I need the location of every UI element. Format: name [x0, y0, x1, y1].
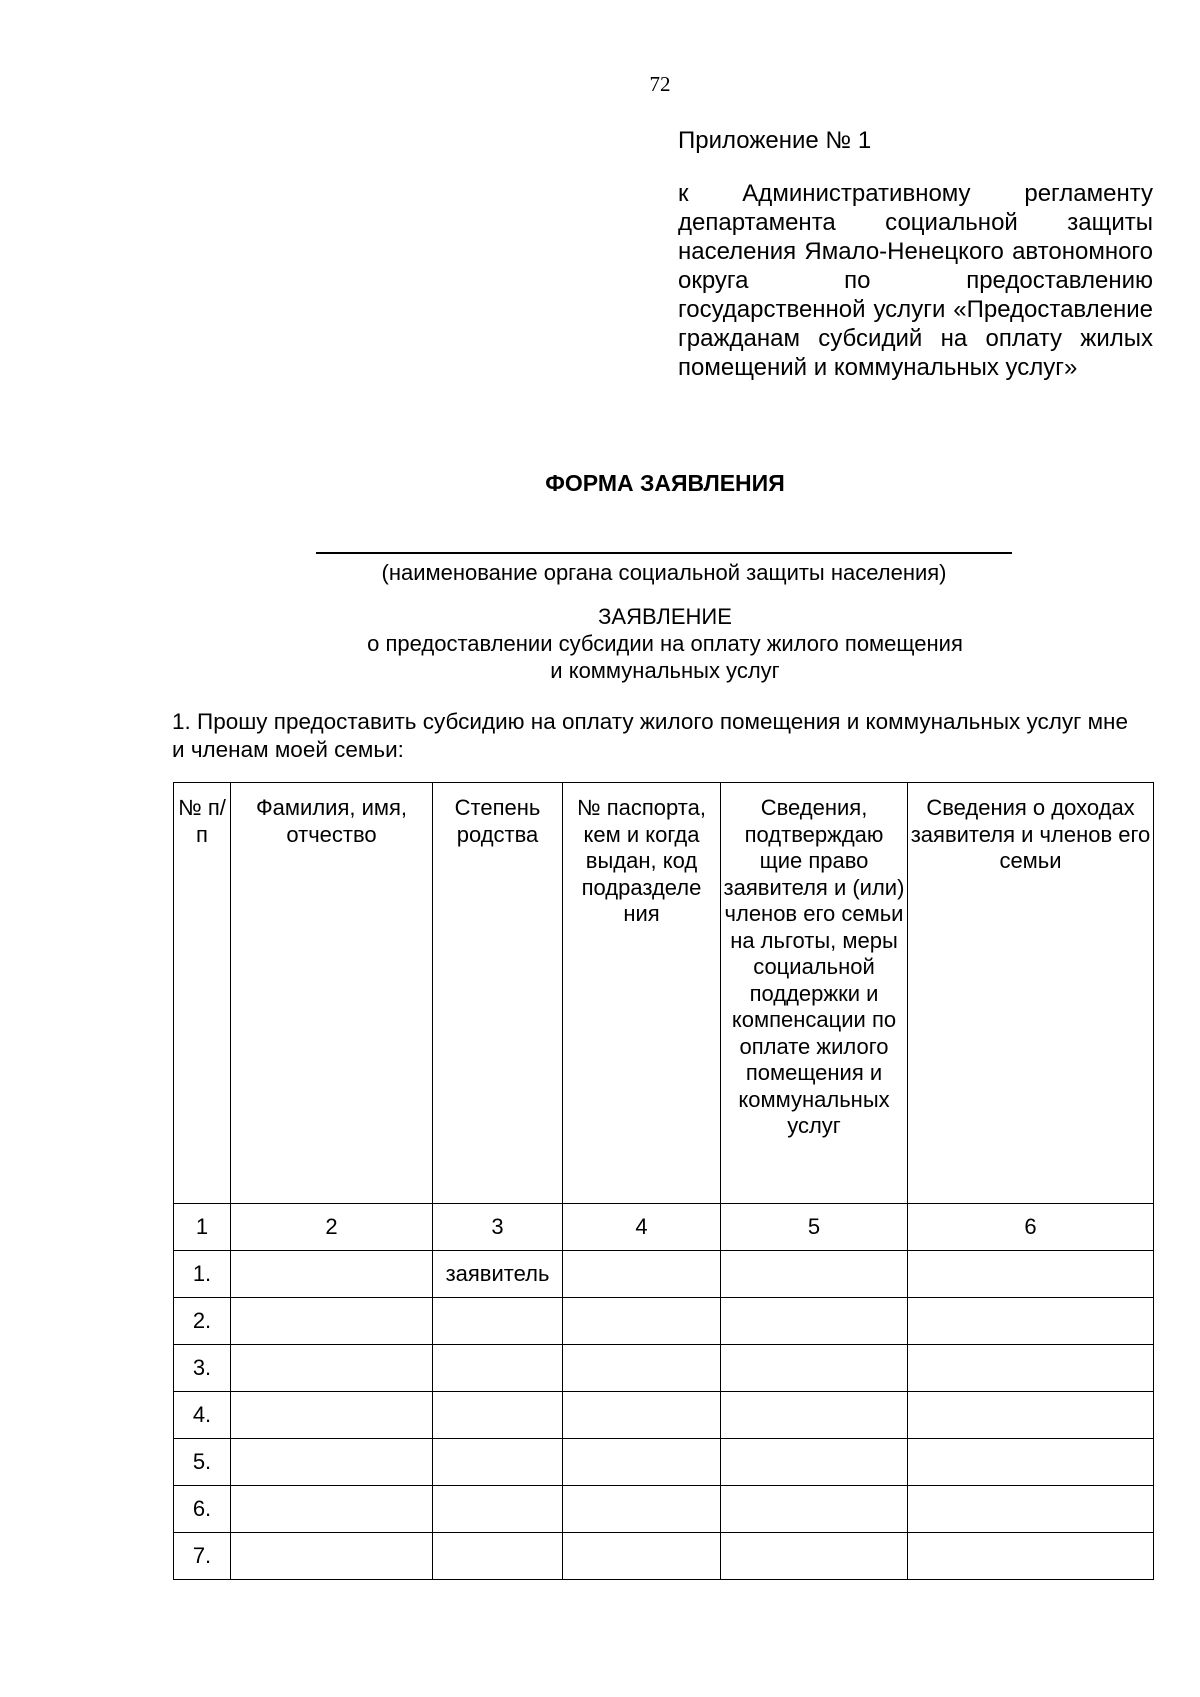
statement-heading-block	[0, 603, 1200, 684]
table-row	[174, 1392, 1154, 1439]
statement-heading: ЗАЯВЛЕНИЕ	[598, 604, 732, 629]
row-number: 1.	[174, 1251, 231, 1298]
authority-blank-line[interactable]	[316, 530, 1012, 554]
column-number: 4	[563, 1204, 721, 1251]
row-number: 5.	[174, 1439, 231, 1486]
benefits-cell[interactable]	[721, 1298, 908, 1345]
row-number: 7.	[174, 1533, 231, 1580]
passport-cell[interactable]	[563, 1439, 721, 1486]
family-members-table	[173, 782, 1154, 1580]
header-benefits: Сведения, подтверждаю щие право заявителя и (или) членов его семьи на льготы, меры социальной поддержки и компенсации по оплате жилого помещения и коммунальных услуг	[721, 783, 908, 1204]
row-number: 3.	[174, 1345, 231, 1392]
full-name-cell[interactable]	[231, 1392, 433, 1439]
appendix-block	[678, 126, 1153, 382]
header-full-name: Фамилия, имя, отчество	[231, 783, 433, 1204]
passport-cell[interactable]	[563, 1486, 721, 1533]
row-number: 6.	[174, 1486, 231, 1533]
full-name-cell[interactable]	[231, 1251, 433, 1298]
benefits-cell[interactable]	[721, 1392, 908, 1439]
authority-caption: (наименование органа социальной защиты населения)	[381, 560, 947, 585]
income-cell[interactable]	[908, 1533, 1154, 1580]
benefits-cell[interactable]	[721, 1533, 908, 1580]
passport-cell[interactable]	[563, 1298, 721, 1345]
income-cell[interactable]	[908, 1251, 1154, 1298]
column-number: 2	[231, 1204, 433, 1251]
column-number: 5	[721, 1204, 908, 1251]
relationship-cell[interactable]	[433, 1345, 563, 1392]
request-paragraph: 1. Прошу предоставить субсидию на оплату жилого помещения и коммунальных услуг мне и членам моей семьи:	[172, 709, 1128, 762]
benefits-cell[interactable]	[721, 1486, 908, 1533]
benefits-cell[interactable]	[721, 1439, 908, 1486]
table-row	[174, 1439, 1154, 1486]
benefits-cell[interactable]	[721, 1251, 908, 1298]
table-header-row	[174, 783, 1154, 1204]
income-cell[interactable]	[908, 1392, 1154, 1439]
row-number: 4.	[174, 1392, 231, 1439]
header-relationship: Степень родства	[433, 783, 563, 1204]
authority-field	[316, 530, 1012, 586]
header-number: № п/п	[174, 783, 231, 1204]
passport-cell[interactable]	[563, 1392, 721, 1439]
column-number: 3	[433, 1204, 563, 1251]
table-row	[174, 1533, 1154, 1580]
relationship-cell[interactable]	[433, 1533, 563, 1580]
page-number: 72	[649, 72, 671, 96]
income-cell[interactable]	[908, 1298, 1154, 1345]
passport-cell[interactable]	[563, 1533, 721, 1580]
column-number: 6	[908, 1204, 1154, 1251]
table-row	[174, 1345, 1154, 1392]
appendix-body: к Административному регламенту департамента социальной защиты населения Ямало-Ненецкого автономного округа по предоставлению государственной услуги «Предоставление гражданам субсидий на оплату жилых помещений и коммунальных услуг»	[678, 180, 1153, 381]
income-cell[interactable]	[908, 1345, 1154, 1392]
full-name-cell[interactable]	[231, 1486, 433, 1533]
income-cell[interactable]	[908, 1486, 1154, 1533]
passport-cell[interactable]	[563, 1251, 721, 1298]
full-name-cell[interactable]	[231, 1345, 433, 1392]
relationship-cell[interactable]	[433, 1439, 563, 1486]
statement-subtitle-line2: и коммунальных услуг	[550, 658, 780, 683]
relationship-cell[interactable]	[433, 1486, 563, 1533]
full-name-cell[interactable]	[231, 1533, 433, 1580]
relationship-cell[interactable]	[433, 1298, 563, 1345]
table-row	[174, 1251, 1154, 1298]
relationship-cell[interactable]: заявитель	[433, 1251, 563, 1298]
relationship-cell[interactable]	[433, 1392, 563, 1439]
full-name-cell[interactable]	[231, 1439, 433, 1486]
header-income: Сведения о доходах заявителя и членов его семьи	[908, 783, 1154, 1204]
table-row	[174, 1298, 1154, 1345]
header-passport: № паспорта, кем и когда выдан, код подразделе ния	[563, 783, 721, 1204]
passport-cell[interactable]	[563, 1345, 721, 1392]
statement-subtitle-line1: о предоставлении субсидии на оплату жилого помещения	[367, 631, 963, 656]
benefits-cell[interactable]	[721, 1345, 908, 1392]
full-name-cell[interactable]	[231, 1298, 433, 1345]
column-number-row	[174, 1204, 1154, 1251]
table-row	[174, 1486, 1154, 1533]
form-title: ФОРМА ЗАЯВЛЕНИЯ	[545, 470, 785, 496]
column-number: 1	[174, 1204, 231, 1251]
appendix-title: Приложение № 1	[678, 127, 872, 154]
income-cell[interactable]	[908, 1439, 1154, 1486]
row-number: 2.	[174, 1298, 231, 1345]
